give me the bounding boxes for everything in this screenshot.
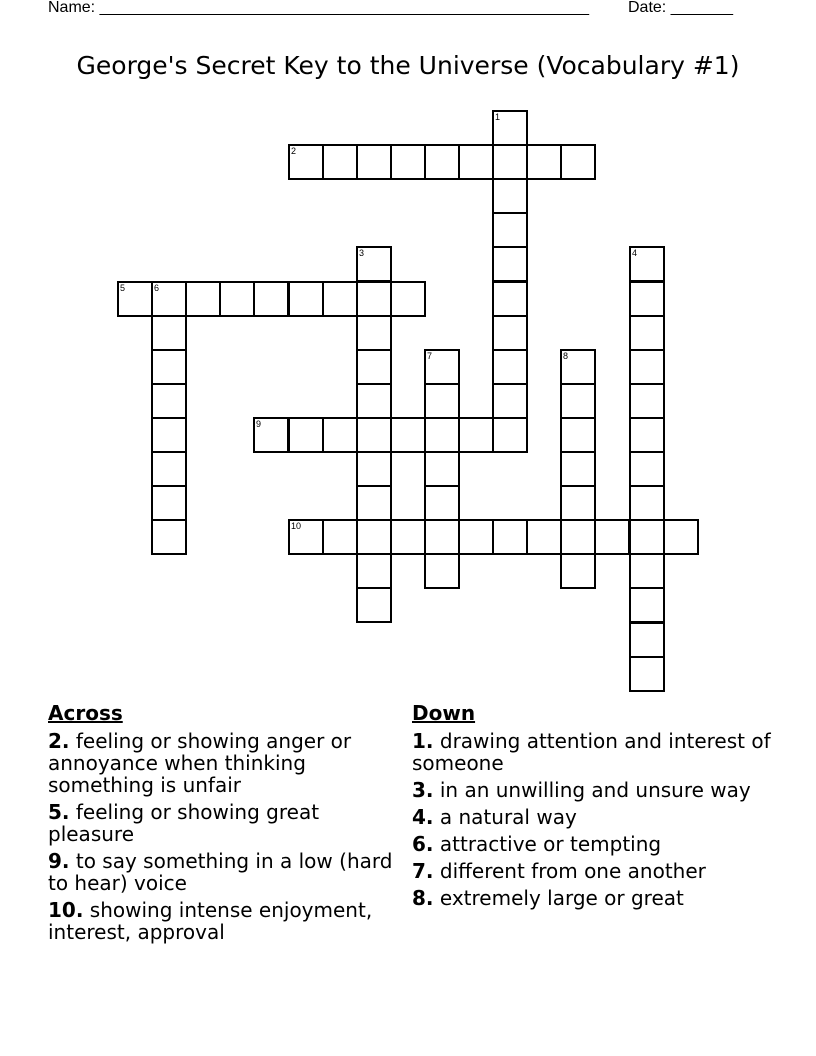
grid-cell[interactable] xyxy=(151,485,187,521)
across-clue xyxy=(48,850,398,894)
cell-number: 3 xyxy=(359,248,365,258)
grid-cell[interactable] xyxy=(594,519,630,555)
grid-cell[interactable] xyxy=(492,315,528,351)
grid-cell[interactable] xyxy=(288,144,324,180)
grid-cell[interactable] xyxy=(356,383,392,419)
clue-text: drawing attention and interest of someone xyxy=(412,729,771,775)
clue-text: extremely large or great xyxy=(439,886,684,910)
grid-cell[interactable] xyxy=(288,281,324,317)
grid-cell[interactable] xyxy=(629,622,665,658)
cell-number: 9 xyxy=(256,419,262,429)
clue-text: in an unwilling and unsure way xyxy=(439,778,751,802)
across-clue xyxy=(48,899,398,943)
grid-cell[interactable] xyxy=(560,417,596,453)
cell-number: 4 xyxy=(632,248,638,258)
grid-cell[interactable] xyxy=(424,553,460,589)
clue-number: 7. xyxy=(412,859,434,883)
grid-cell[interactable] xyxy=(322,519,358,555)
grid-cell[interactable] xyxy=(629,417,665,453)
name-field-label: Name: _______________________________________________________ xyxy=(48,0,589,16)
down-clue xyxy=(412,887,772,909)
grid-cell[interactable] xyxy=(151,383,187,419)
grid-cell[interactable] xyxy=(356,144,392,180)
clue-number: 2. xyxy=(48,729,70,753)
grid-cell[interactable] xyxy=(629,485,665,521)
grid-cell[interactable] xyxy=(356,553,392,589)
grid-cell[interactable] xyxy=(458,417,494,453)
cell-number: 10 xyxy=(291,521,302,531)
clue-text: different from one another xyxy=(439,859,706,883)
grid-cell[interactable] xyxy=(560,451,596,487)
grid-cell[interactable] xyxy=(390,519,426,555)
grid-cell[interactable] xyxy=(629,519,665,555)
grid-cell[interactable] xyxy=(629,587,665,623)
cell-number: 8 xyxy=(563,351,569,361)
date-field-label: Date: _______ xyxy=(628,0,733,16)
down-clues xyxy=(412,702,772,914)
clue-number: 4. xyxy=(412,805,434,829)
grid-cell[interactable] xyxy=(151,281,187,317)
grid-cell[interactable] xyxy=(629,281,665,317)
clue-number: 10. xyxy=(48,898,84,922)
clue-number: 9. xyxy=(48,849,70,873)
clue-text: a natural way xyxy=(439,805,577,829)
grid-cell[interactable] xyxy=(424,383,460,419)
grid-cell[interactable] xyxy=(492,178,528,214)
grid-cell[interactable] xyxy=(492,519,528,555)
grid-cell[interactable] xyxy=(424,519,460,555)
grid-cell[interactable] xyxy=(151,315,187,351)
grid-cell[interactable] xyxy=(322,144,358,180)
down-clue xyxy=(412,860,772,882)
grid-cell[interactable] xyxy=(390,144,426,180)
across-clues xyxy=(48,702,398,948)
grid-cell[interactable] xyxy=(629,315,665,351)
clue-text: feeling or showing anger or annoyance when thinking something is unfair xyxy=(48,729,352,797)
clue-number: 3. xyxy=(412,778,434,802)
clue-text: to say something in a low (hard to hear) voice xyxy=(48,849,393,895)
grid-cell[interactable] xyxy=(629,349,665,385)
cell-number: 2 xyxy=(291,146,297,156)
grid-cell[interactable] xyxy=(356,315,392,351)
grid-cell[interactable] xyxy=(560,485,596,521)
clue-text: showing intense enjoyment, interest, approval xyxy=(48,898,373,944)
grid-cell[interactable] xyxy=(151,417,187,453)
grid-cell[interactable] xyxy=(288,417,324,453)
grid-cell[interactable] xyxy=(356,451,392,487)
grid-cell[interactable] xyxy=(629,553,665,589)
grid-cell[interactable] xyxy=(424,144,460,180)
grid-cell[interactable] xyxy=(492,246,528,282)
down-heading: Down xyxy=(412,701,476,725)
grid-cell[interactable] xyxy=(151,451,187,487)
grid-cell[interactable] xyxy=(390,417,426,453)
grid-cell[interactable] xyxy=(629,383,665,419)
grid-cell[interactable] xyxy=(185,281,221,317)
grid-cell[interactable] xyxy=(424,451,460,487)
grid-cell[interactable] xyxy=(560,349,596,385)
grid-cell[interactable] xyxy=(663,519,699,555)
cell-number: 6 xyxy=(154,283,160,293)
grid-cell[interactable] xyxy=(492,110,528,146)
grid-cell[interactable] xyxy=(219,281,255,317)
grid-cell[interactable] xyxy=(629,451,665,487)
grid-cell[interactable] xyxy=(151,519,187,555)
grid-cell[interactable] xyxy=(424,485,460,521)
grid-cell[interactable] xyxy=(322,281,358,317)
grid-cell[interactable] xyxy=(492,349,528,385)
grid-cell[interactable] xyxy=(560,383,596,419)
down-clue xyxy=(412,833,772,855)
grid-cell[interactable] xyxy=(356,349,392,385)
grid-cell[interactable] xyxy=(356,519,392,555)
grid-cell[interactable] xyxy=(492,281,528,317)
grid-cell[interactable] xyxy=(526,519,562,555)
grid-cell[interactable] xyxy=(560,144,596,180)
grid-cell[interactable] xyxy=(151,349,187,385)
grid-cell[interactable] xyxy=(526,144,562,180)
across-clue xyxy=(48,801,398,845)
down-clue xyxy=(412,779,772,801)
clue-text: attractive or tempting xyxy=(439,832,662,856)
grid-cell[interactable] xyxy=(492,417,528,453)
cell-number: 7 xyxy=(427,351,433,361)
across-clue xyxy=(48,730,398,796)
grid-cell[interactable] xyxy=(356,485,392,521)
grid-cell[interactable] xyxy=(253,281,289,317)
clue-text: feeling or showing great pleasure xyxy=(48,800,320,846)
cell-number: 5 xyxy=(120,283,126,293)
grid-cell[interactable] xyxy=(253,417,289,453)
clue-number: 5. xyxy=(48,800,70,824)
across-heading: Across xyxy=(48,701,123,725)
grid-cell[interactable] xyxy=(117,281,153,317)
down-clue xyxy=(412,806,772,828)
grid-cell[interactable] xyxy=(356,587,392,623)
grid-cell[interactable] xyxy=(356,281,392,317)
grid-cell[interactable] xyxy=(424,417,460,453)
grid-cell[interactable] xyxy=(356,246,392,282)
page-title: George's Secret Key to the Universe (Vocabulary #1) xyxy=(76,51,740,80)
grid-cell[interactable] xyxy=(458,519,494,555)
grid-cell[interactable] xyxy=(492,144,528,180)
grid-cell[interactable] xyxy=(424,349,460,385)
grid-cell[interactable] xyxy=(458,144,494,180)
grid-cell[interactable] xyxy=(390,281,426,317)
grid-cell[interactable] xyxy=(560,553,596,589)
clue-number: 1. xyxy=(412,729,434,753)
grid-cell[interactable] xyxy=(492,383,528,419)
clue-number: 6. xyxy=(412,832,434,856)
grid-cell[interactable] xyxy=(356,417,392,453)
clue-number: 8. xyxy=(412,886,434,910)
grid-cell[interactable] xyxy=(560,519,596,555)
grid-cell[interactable] xyxy=(629,246,665,282)
grid-cell[interactable] xyxy=(629,656,665,692)
grid-cell[interactable] xyxy=(492,212,528,248)
down-clue xyxy=(412,730,772,774)
grid-cell[interactable] xyxy=(322,417,358,453)
grid-cell[interactable] xyxy=(288,519,324,555)
cell-number: 1 xyxy=(495,112,501,122)
